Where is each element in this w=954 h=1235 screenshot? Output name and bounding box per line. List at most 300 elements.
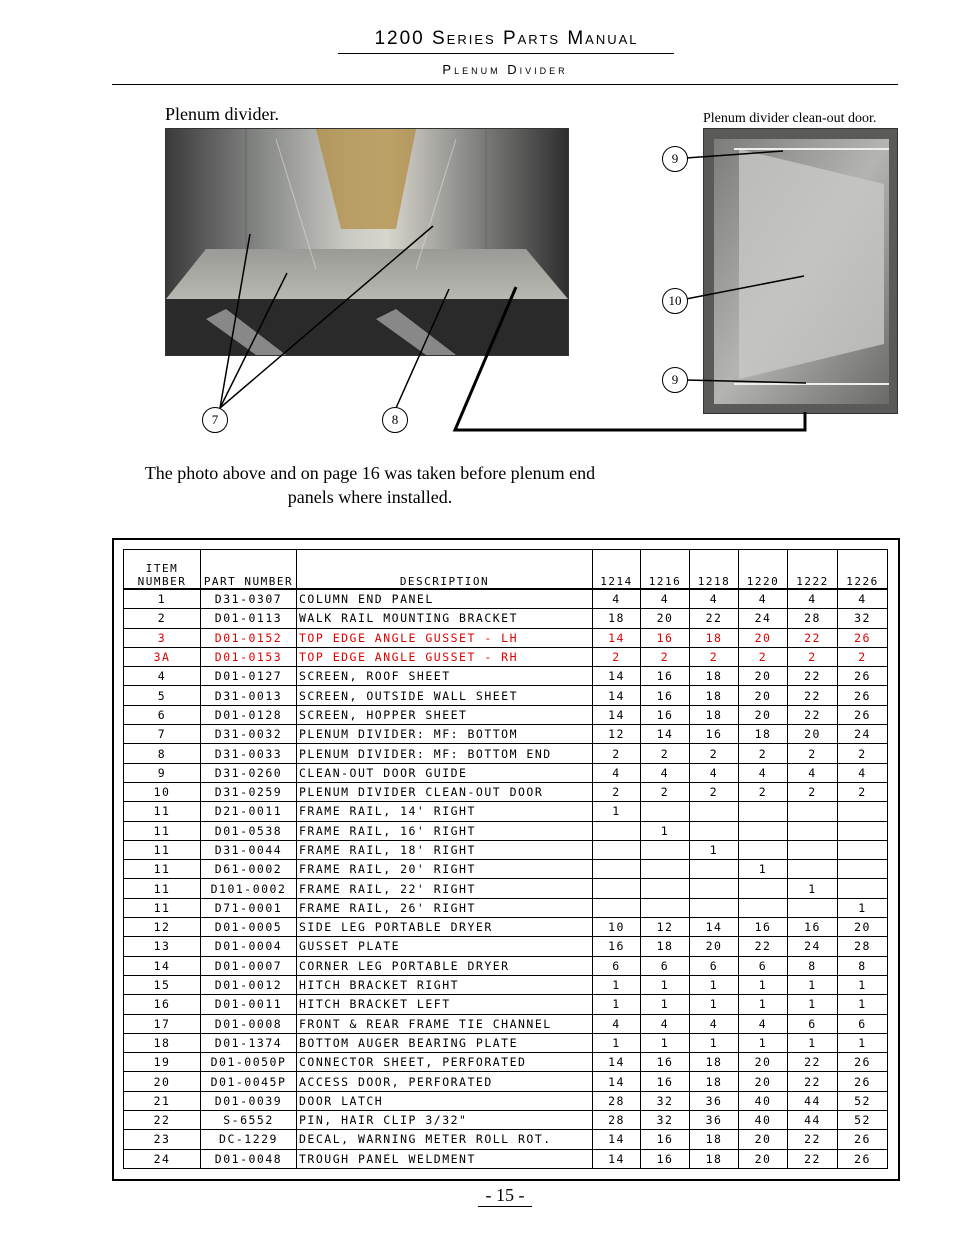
qty-1222-cell: 24 — [788, 937, 838, 956]
qty-1226-cell: 2 — [838, 647, 888, 666]
part-number-cell: D21-0011 — [201, 802, 297, 821]
description-cell: WALK RAIL MOUNTING BRACKET — [297, 609, 593, 628]
qty-1216-cell: 2 — [641, 744, 690, 763]
qty-1220-cell — [739, 840, 788, 859]
table-row — [124, 667, 888, 686]
qty-1220-cell: 1 — [739, 1033, 788, 1052]
qty-1214-cell: 14 — [593, 686, 641, 705]
description-cell: FRAME RAIL, 26' RIGHT — [297, 898, 593, 917]
description-header: DESCRIPTION — [297, 550, 593, 590]
item-number-cell: 13 — [124, 937, 201, 956]
part-number-cell: D01-0005 — [201, 918, 297, 937]
qty-1226-cell: 2 — [838, 782, 888, 801]
table-row — [124, 1072, 888, 1091]
table-row — [124, 1111, 888, 1130]
parts-table — [123, 549, 888, 1169]
qty-1218-cell: 18 — [690, 1130, 739, 1149]
qty-1222-cell: 28 — [788, 609, 838, 628]
qty-1214-cell: 4 — [593, 1014, 641, 1033]
qty-1220-cell: 16 — [739, 918, 788, 937]
table-row — [124, 1091, 888, 1110]
table-row — [124, 686, 888, 705]
table-row — [124, 860, 888, 879]
table-row — [124, 918, 888, 937]
col-1214-header: 1214 — [593, 550, 641, 590]
description-cell: CORNER LEG PORTABLE DRYER — [297, 956, 593, 975]
qty-1216-cell: 20 — [641, 609, 690, 628]
part-number-cell: D01-0152 — [201, 628, 297, 647]
item-number-cell: 15 — [124, 975, 201, 994]
qty-1218-cell — [690, 802, 739, 821]
qty-1214-cell: 1 — [593, 995, 641, 1014]
qty-1226-cell: 24 — [838, 725, 888, 744]
description-cell: FRAME RAIL, 22' RIGHT — [297, 879, 593, 898]
qty-1220-cell: 24 — [739, 609, 788, 628]
part-number-cell: D01-0012 — [201, 975, 297, 994]
part-number-cell: D01-0153 — [201, 647, 297, 666]
description-cell: DOOR LATCH — [297, 1091, 593, 1110]
item-number-cell: 11 — [124, 840, 201, 859]
table-row — [124, 1014, 888, 1033]
qty-1216-cell: 16 — [641, 1130, 690, 1149]
description-cell: SCREEN, ROOF SHEET — [297, 667, 593, 686]
item-number-cell: 12 — [124, 918, 201, 937]
table-row — [124, 840, 888, 859]
qty-1216-cell — [641, 879, 690, 898]
table-row — [124, 782, 888, 801]
part-number-cell: D01-0045P — [201, 1072, 297, 1091]
qty-1216-cell: 4 — [641, 589, 690, 609]
qty-1214-cell: 14 — [593, 1072, 641, 1091]
callout-10: 10 — [662, 288, 688, 314]
qty-1226-cell: 1 — [838, 995, 888, 1014]
qty-1214-cell — [593, 879, 641, 898]
description-cell: CONNECTOR SHEET, PERFORATED — [297, 1053, 593, 1072]
qty-1214-cell: 12 — [593, 725, 641, 744]
part-number-cell: D01-0008 — [201, 1014, 297, 1033]
qty-1226-cell: 26 — [838, 1072, 888, 1091]
qty-1226-cell — [838, 802, 888, 821]
description-cell: SCREEN, OUTSIDE WALL SHEET — [297, 686, 593, 705]
qty-1220-cell: 20 — [739, 667, 788, 686]
description-cell: FRAME RAIL, 16' RIGHT — [297, 821, 593, 840]
qty-1216-cell: 14 — [641, 725, 690, 744]
part-number-cell: D31-0044 — [201, 840, 297, 859]
part-number-cell: D31-0013 — [201, 686, 297, 705]
qty-1214-cell: 2 — [593, 782, 641, 801]
part-number-cell: D101-0002 — [201, 879, 297, 898]
description-cell: FRONT & REAR FRAME TIE CHANNEL — [297, 1014, 593, 1033]
part-number-cell: D01-0113 — [201, 609, 297, 628]
qty-1218-cell: 16 — [690, 725, 739, 744]
part-number-cell: D31-0260 — [201, 763, 297, 782]
table-row — [124, 975, 888, 994]
title-rule — [338, 53, 674, 54]
item-number-cell: 14 — [124, 956, 201, 975]
clean-out-door-photo — [703, 128, 898, 414]
qty-1216-cell: 2 — [641, 647, 690, 666]
qty-1222-cell: 1 — [788, 975, 838, 994]
qty-1222-cell — [788, 898, 838, 917]
col-1216-header: 1216 — [641, 550, 690, 590]
qty-1218-cell: 1 — [690, 995, 739, 1014]
qty-1216-cell: 16 — [641, 705, 690, 724]
qty-1222-cell: 44 — [788, 1091, 838, 1110]
qty-1220-cell: 40 — [739, 1091, 788, 1110]
table-row — [124, 995, 888, 1014]
qty-1226-cell — [838, 879, 888, 898]
description-cell: PIN, HAIR CLIP 3/32" — [297, 1111, 593, 1130]
qty-1222-cell: 2 — [788, 782, 838, 801]
qty-1214-cell: 6 — [593, 956, 641, 975]
qty-1214-cell: 14 — [593, 1149, 641, 1168]
item-number-cell: 2 — [124, 609, 201, 628]
item-number-cell: 11 — [124, 860, 201, 879]
qty-1216-cell: 12 — [641, 918, 690, 937]
qty-1222-cell: 22 — [788, 667, 838, 686]
item-number-cell: 22 — [124, 1111, 201, 1130]
item-number-cell: 10 — [124, 782, 201, 801]
qty-1226-cell: 1 — [838, 975, 888, 994]
qty-1226-cell: 26 — [838, 628, 888, 647]
description-cell: FRAME RAIL, 18' RIGHT — [297, 840, 593, 859]
part-number-cell: D01-1374 — [201, 1033, 297, 1052]
qty-1214-cell: 28 — [593, 1111, 641, 1130]
qty-1218-cell: 18 — [690, 628, 739, 647]
qty-1218-cell: 18 — [690, 1149, 739, 1168]
col-1226-header: 1226 — [838, 550, 888, 590]
qty-1214-cell: 1 — [593, 802, 641, 821]
table-row — [124, 609, 888, 628]
parts-table-header — [124, 550, 888, 590]
item-number-cell: 20 — [124, 1072, 201, 1091]
qty-1216-cell: 4 — [641, 1014, 690, 1033]
qty-1222-cell: 6 — [788, 1014, 838, 1033]
table-row — [124, 937, 888, 956]
qty-1214-cell: 28 — [593, 1091, 641, 1110]
qty-1226-cell: 1 — [838, 898, 888, 917]
description-cell: FRAME RAIL, 20' RIGHT — [297, 860, 593, 879]
part-number-cell: D71-0001 — [201, 898, 297, 917]
description-cell: ACCESS DOOR, PERFORATED — [297, 1072, 593, 1091]
item-number-cell: 18 — [124, 1033, 201, 1052]
description-cell: HITCH BRACKET RIGHT — [297, 975, 593, 994]
qty-1218-cell: 22 — [690, 609, 739, 628]
qty-1216-cell: 16 — [641, 686, 690, 705]
col-1220-header: 1220 — [739, 550, 788, 590]
part-number-cell: D01-0039 — [201, 1091, 297, 1110]
description-cell: SCREEN, HOPPER SHEET — [297, 705, 593, 724]
qty-1216-cell: 1 — [641, 995, 690, 1014]
qty-1216-cell: 1 — [641, 975, 690, 994]
item-number-cell: 5 — [124, 686, 201, 705]
manual-title: 1200 Series Parts Manual — [374, 28, 639, 49]
item-number-cell: 24 — [124, 1149, 201, 1168]
table-row — [124, 879, 888, 898]
qty-1216-cell — [641, 860, 690, 879]
description-cell: FRAME RAIL, 14' RIGHT — [297, 802, 593, 821]
qty-1218-cell: 18 — [690, 705, 739, 724]
qty-1218-cell: 1 — [690, 975, 739, 994]
part-number-header: PART NUMBER — [201, 550, 297, 590]
qty-1214-cell — [593, 898, 641, 917]
qty-1220-cell: 20 — [739, 628, 788, 647]
qty-1216-cell: 1 — [641, 1033, 690, 1052]
qty-1220-cell — [739, 879, 788, 898]
qty-1222-cell: 22 — [788, 705, 838, 724]
qty-1222-cell: 22 — [788, 1053, 838, 1072]
qty-1220-cell: 20 — [739, 686, 788, 705]
qty-1216-cell: 16 — [641, 1053, 690, 1072]
qty-1214-cell: 1 — [593, 1033, 641, 1052]
table-row — [124, 589, 888, 609]
qty-1222-cell: 1 — [788, 879, 838, 898]
col-1222-header: 1222 — [788, 550, 838, 590]
qty-1226-cell: 32 — [838, 609, 888, 628]
qty-1226-cell: 26 — [838, 667, 888, 686]
qty-1226-cell: 28 — [838, 937, 888, 956]
item-number-cell: 11 — [124, 802, 201, 821]
qty-1226-cell: 26 — [838, 1149, 888, 1168]
qty-1222-cell: 4 — [788, 589, 838, 609]
part-number-cell: D01-0048 — [201, 1149, 297, 1168]
qty-1214-cell: 2 — [593, 744, 641, 763]
table-row — [124, 763, 888, 782]
item-number-cell: 1 — [124, 589, 201, 609]
qty-1222-cell: 1 — [788, 1033, 838, 1052]
table-row — [124, 705, 888, 724]
qty-1222-cell: 1 — [788, 995, 838, 1014]
qty-1214-cell: 14 — [593, 1130, 641, 1149]
qty-1216-cell: 16 — [641, 1072, 690, 1091]
qty-1222-cell: 22 — [788, 686, 838, 705]
table-row — [124, 1033, 888, 1052]
item-number-cell: 16 — [124, 995, 201, 1014]
qty-1226-cell: 1 — [838, 1033, 888, 1052]
qty-1214-cell: 14 — [593, 705, 641, 724]
qty-1216-cell: 18 — [641, 937, 690, 956]
description-cell: PLENUM DIVIDER: MF: BOTTOM — [297, 725, 593, 744]
clean-out-door-caption: Plenum divider clean-out door. — [703, 111, 877, 126]
qty-1222-cell: 22 — [788, 1130, 838, 1149]
qty-1222-cell — [788, 802, 838, 821]
qty-1214-cell — [593, 840, 641, 859]
qty-1214-cell: 14 — [593, 667, 641, 686]
part-number-cell: D61-0002 — [201, 860, 297, 879]
qty-1218-cell: 20 — [690, 937, 739, 956]
item-number-cell: 23 — [124, 1130, 201, 1149]
qty-1218-cell: 2 — [690, 647, 739, 666]
clean-out-door-image — [704, 129, 897, 413]
qty-1218-cell: 1 — [690, 1033, 739, 1052]
qty-1216-cell: 32 — [641, 1111, 690, 1130]
qty-1226-cell: 26 — [838, 686, 888, 705]
qty-1220-cell: 2 — [739, 744, 788, 763]
item-number-cell: 21 — [124, 1091, 201, 1110]
qty-1216-cell: 16 — [641, 628, 690, 647]
table-row — [124, 821, 888, 840]
qty-1220-cell: 4 — [739, 763, 788, 782]
parts-table-body — [124, 589, 888, 1168]
table-row — [124, 1130, 888, 1149]
qty-1222-cell: 8 — [788, 956, 838, 975]
item-number-cell: 11 — [124, 879, 201, 898]
qty-1222-cell: 22 — [788, 1072, 838, 1091]
qty-1220-cell — [739, 821, 788, 840]
description-cell: HITCH BRACKET LEFT — [297, 995, 593, 1014]
item-number-cell: 6 — [124, 705, 201, 724]
qty-1216-cell — [641, 840, 690, 859]
qty-1214-cell: 16 — [593, 937, 641, 956]
photo-note: The photo above and on page 16 was taken before plenum end panels where installed. — [144, 463, 596, 507]
qty-1218-cell: 1 — [690, 840, 739, 859]
qty-1214-cell — [593, 821, 641, 840]
qty-1218-cell — [690, 898, 739, 917]
callout-8: 8 — [382, 407, 408, 433]
qty-1220-cell — [739, 898, 788, 917]
plenum-divider-photo — [165, 128, 569, 356]
part-number-cell: D01-0007 — [201, 956, 297, 975]
qty-1216-cell — [641, 898, 690, 917]
qty-1226-cell: 2 — [838, 744, 888, 763]
part-number-cell: S-6552 — [201, 1111, 297, 1130]
qty-1222-cell: 2 — [788, 744, 838, 763]
qty-1216-cell: 6 — [641, 956, 690, 975]
qty-1222-cell — [788, 840, 838, 859]
description-cell: COLUMN END PANEL — [297, 589, 593, 609]
qty-1226-cell: 52 — [838, 1111, 888, 1130]
qty-1214-cell: 14 — [593, 1053, 641, 1072]
table-row — [124, 898, 888, 917]
item-number-cell: 9 — [124, 763, 201, 782]
part-number-cell: D31-0032 — [201, 725, 297, 744]
qty-1220-cell: 1 — [739, 975, 788, 994]
qty-1220-cell: 2 — [739, 782, 788, 801]
qty-1226-cell: 20 — [838, 918, 888, 937]
part-number-cell: D01-0127 — [201, 667, 297, 686]
qty-1226-cell: 52 — [838, 1091, 888, 1110]
description-cell: BOTTOM AUGER BEARING PLATE — [297, 1033, 593, 1052]
qty-1218-cell: 14 — [690, 918, 739, 937]
qty-1220-cell: 6 — [739, 956, 788, 975]
qty-1216-cell: 2 — [641, 782, 690, 801]
qty-1220-cell — [739, 802, 788, 821]
table-row — [124, 956, 888, 975]
qty-1218-cell: 36 — [690, 1111, 739, 1130]
page-number-rule — [478, 1206, 532, 1207]
qty-1226-cell — [838, 840, 888, 859]
item-number-cell: 17 — [124, 1014, 201, 1033]
qty-1222-cell: 4 — [788, 763, 838, 782]
item-number-cell: 11 — [124, 898, 201, 917]
qty-1220-cell: 18 — [739, 725, 788, 744]
item-number-header: ITEM NUMBER — [124, 550, 201, 590]
qty-1220-cell: 20 — [739, 1149, 788, 1168]
qty-1222-cell — [788, 821, 838, 840]
qty-1218-cell: 2 — [690, 782, 739, 801]
qty-1220-cell: 40 — [739, 1111, 788, 1130]
qty-1226-cell — [838, 821, 888, 840]
table-row — [124, 1053, 888, 1072]
qty-1220-cell: 2 — [739, 647, 788, 666]
table-row — [124, 647, 888, 666]
qty-1218-cell: 4 — [690, 589, 739, 609]
callout-9-bottom: 9 — [662, 367, 688, 393]
qty-1220-cell: 4 — [739, 1014, 788, 1033]
description-cell: GUSSET PLATE — [297, 937, 593, 956]
header-divider — [112, 84, 898, 85]
qty-1222-cell: 44 — [788, 1111, 838, 1130]
qty-1218-cell — [690, 821, 739, 840]
part-number-cell: D31-0033 — [201, 744, 297, 763]
part-number-cell: D01-0050P — [201, 1053, 297, 1072]
qty-1214-cell: 1 — [593, 975, 641, 994]
item-number-cell: 11 — [124, 821, 201, 840]
qty-1222-cell: 2 — [788, 647, 838, 666]
table-row — [124, 744, 888, 763]
qty-1222-cell: 20 — [788, 725, 838, 744]
qty-1218-cell: 4 — [690, 763, 739, 782]
qty-1220-cell: 1 — [739, 860, 788, 879]
part-number-cell: D01-0004 — [201, 937, 297, 956]
table-row — [124, 628, 888, 647]
table-row — [124, 725, 888, 744]
qty-1218-cell — [690, 879, 739, 898]
plenum-divider-caption: Plenum divider. — [165, 104, 279, 124]
qty-1226-cell: 4 — [838, 589, 888, 609]
description-cell: TROUGH PANEL WELDMENT — [297, 1149, 593, 1168]
qty-1226-cell: 26 — [838, 1130, 888, 1149]
qty-1214-cell: 14 — [593, 628, 641, 647]
qty-1226-cell: 26 — [838, 1053, 888, 1072]
description-cell: SIDE LEG PORTABLE DRYER — [297, 918, 593, 937]
qty-1220-cell: 20 — [739, 705, 788, 724]
qty-1222-cell — [788, 860, 838, 879]
item-number-cell: 8 — [124, 744, 201, 763]
section-subtitle: Plenum Divider — [442, 62, 568, 77]
qty-1216-cell: 16 — [641, 667, 690, 686]
qty-1218-cell: 18 — [690, 1072, 739, 1091]
qty-1218-cell: 36 — [690, 1091, 739, 1110]
qty-1226-cell — [838, 860, 888, 879]
qty-1218-cell: 18 — [690, 667, 739, 686]
qty-1216-cell — [641, 802, 690, 821]
qty-1218-cell: 6 — [690, 956, 739, 975]
qty-1222-cell: 22 — [788, 628, 838, 647]
callout-9-top: 9 — [662, 146, 688, 172]
part-number-cell: D31-0307 — [201, 589, 297, 609]
plenum-divider-image — [166, 129, 568, 355]
qty-1214-cell: 10 — [593, 918, 641, 937]
qty-1220-cell: 22 — [739, 937, 788, 956]
qty-1214-cell — [593, 860, 641, 879]
part-number-cell: DC-1229 — [201, 1130, 297, 1149]
description-cell: PLENUM DIVIDER CLEAN-OUT DOOR — [297, 782, 593, 801]
part-number-cell: D31-0259 — [201, 782, 297, 801]
part-number-cell: D01-0538 — [201, 821, 297, 840]
qty-1216-cell: 16 — [641, 1149, 690, 1168]
qty-1216-cell: 32 — [641, 1091, 690, 1110]
item-number-cell: 7 — [124, 725, 201, 744]
part-number-cell: D01-0011 — [201, 995, 297, 1014]
qty-1222-cell: 16 — [788, 918, 838, 937]
callout-7: 7 — [202, 407, 228, 433]
qty-1214-cell: 4 — [593, 763, 641, 782]
table-row — [124, 1149, 888, 1168]
qty-1218-cell: 2 — [690, 744, 739, 763]
qty-1214-cell: 4 — [593, 589, 641, 609]
qty-1214-cell: 2 — [593, 647, 641, 666]
